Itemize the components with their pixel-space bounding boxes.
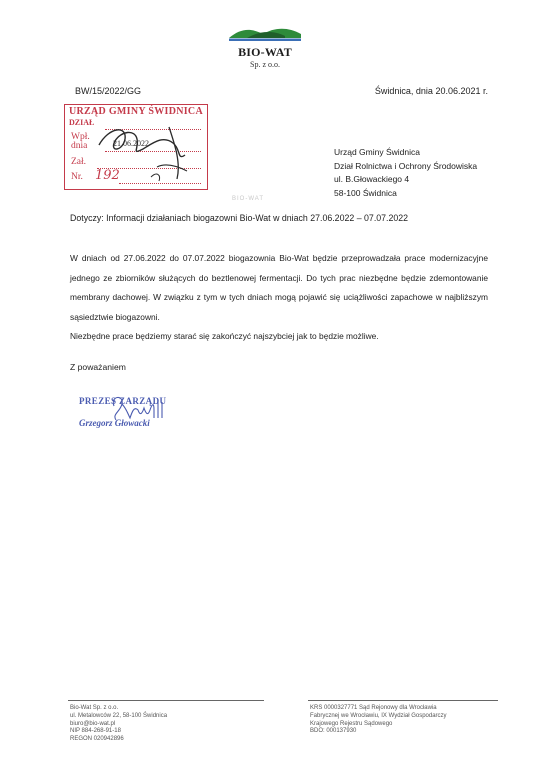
footer-divider — [68, 700, 264, 701]
footer-line: Bio-Wat Sp. z o.o. — [70, 705, 119, 711]
stamp-nr: Nr. — [71, 172, 83, 182]
footer-line: biuro@bio-wat.pl — [70, 720, 116, 727]
stamp-date-value: 21.06.2022 — [113, 139, 149, 148]
footer-line: REGON 020942896 — [70, 736, 124, 743]
body-paragraph: W dniach od 27.06.2022 do 07.07.2022 biogazownia Bio-Wat będzie przeprowadzała prace modernizacyjne jednego ze zbiorników służących do beztlenowej fermentacji. Do tych prac niezbędne będzie zdemontowanie membrany dachowej. W związku z tym w tych dniach mogą pojawić się uciążliwości zapachowe w najbliższym sąsiedztwie biogazowni. — [70, 253, 488, 322]
handwritten-signature-icon — [108, 392, 168, 426]
body-paragraph: Niezbędne prace będziemy starać się zakończyć najszybciej jak to będzie możliwe. — [70, 331, 379, 342]
handwritten-initials-icon — [65, 105, 207, 189]
signature-name: Grzegorz Głowacki — [79, 418, 150, 428]
hills-logo-icon — [229, 26, 301, 42]
place-date: Świdnica, dnia 20.06.2021 r. — [374, 86, 488, 96]
footer-line: Krajowego Rejestru Sądowego — [310, 720, 393, 727]
recipient-line: Urząd Gminy Świdnica — [334, 147, 420, 157]
logo-sub: Sp. z o.o. — [250, 60, 280, 69]
footer-line: Fabrycznej we Wrocławiu, IX Wydział Gospodarczy — [310, 712, 447, 719]
footer-divider — [308, 700, 498, 701]
company-logo — [228, 26, 302, 69]
footer-line: ul. Metalowców 22, 58-100 Świdnica — [70, 712, 168, 719]
recipient-address — [334, 146, 477, 200]
letter-body — [70, 249, 488, 347]
stamp-title: URZĄD GMINY ŚWIDNICA — [69, 106, 203, 117]
stamp-dzial: DZIAŁ — [69, 118, 95, 127]
stamp-dnia-label: dnia — [71, 141, 88, 151]
footer-registry-info — [310, 705, 500, 736]
subject-line: Dotyczy: Informacji działaniach biogazowni Bio-Wat w dniach 27.06.2022 – 07.07.2022 — [70, 213, 409, 223]
closing: Z poważaniem — [70, 362, 126, 372]
recipient-line: ul. B.Głowackiego 4 — [334, 174, 410, 184]
stamp-nr-value: 192 — [95, 168, 120, 183]
incoming-stamp — [64, 104, 208, 190]
stamp-wpl-label: Wpł. — [71, 132, 90, 142]
footer-company-info — [70, 705, 167, 744]
faint-mark: BIO-WAT — [232, 196, 264, 202]
signature-title: PREZES ZARZĄDU — [79, 396, 167, 406]
recipient-line: Dział Rolnictwa i Ochrony Środowiska — [334, 160, 478, 171]
stamp-zal: Zał. — [71, 157, 87, 167]
reference-number: BW/15/2022/GG — [75, 86, 142, 96]
footer-line: BDO: 000137930 — [310, 728, 357, 735]
logo-name: BIO-WAT — [238, 45, 292, 59]
recipient-line: 58-100 Świdnica — [334, 187, 397, 198]
footer-line: NIP 884-268-91-18 — [70, 728, 121, 735]
footer-line: KRS 0000327771 Sąd Rejonowy dla Wrocławia — [310, 705, 437, 711]
